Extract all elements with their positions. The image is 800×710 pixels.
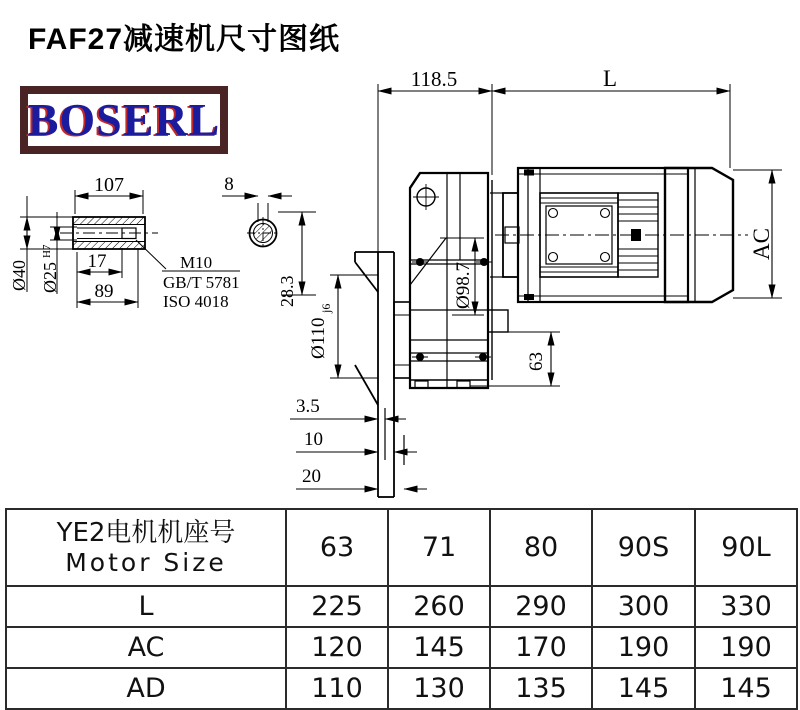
cell-AC-90l: 190 — [695, 627, 797, 668]
table-row-AC — [6, 627, 797, 668]
table-row-AD — [6, 668, 797, 709]
cell-L-63: 225 — [286, 586, 388, 627]
dim-dia110: Ø110 — [308, 317, 329, 359]
main-dimensions — [290, 170, 782, 489]
row-label-L: L — [6, 586, 286, 627]
dim-107: 107 — [94, 174, 124, 196]
row-label-AD: AD — [6, 668, 286, 709]
gearbox-housing — [394, 173, 508, 388]
dim-AC: AC — [749, 228, 774, 260]
cell-L-71: 260 — [388, 586, 490, 627]
header-col-63: 63 — [286, 509, 388, 586]
page-title: FAF27减速机尺寸图纸 — [28, 23, 341, 56]
dim-17: 17 — [87, 251, 107, 272]
motor — [495, 168, 748, 302]
thread-note-iso: ISO 4018 — [163, 292, 229, 311]
dim-28-3: 28.3 — [277, 275, 297, 307]
header-col-90l: 90L — [695, 509, 797, 586]
dim-dia98-7: Ø98.7 — [453, 262, 474, 309]
cell-AD-90l: 145 — [695, 668, 797, 709]
dim-10: 10 — [304, 429, 323, 450]
dim-118-5: 118.5 — [410, 67, 458, 91]
dim-dia40: Ø40 — [9, 260, 29, 291]
dim-89: 89 — [94, 281, 114, 302]
cell-AC-71: 145 — [388, 627, 490, 668]
cell-L-90s: 300 — [592, 586, 695, 627]
dim-dia25: Ø25 — [40, 262, 60, 293]
table-header-row — [6, 509, 797, 586]
row-label-AC: AC — [6, 627, 286, 668]
header-col-80: 80 — [490, 509, 592, 586]
dim-20: 20 — [302, 466, 321, 487]
header-motor-size-cn: YE2电机机座号 — [56, 517, 236, 548]
cell-L-80: 290 — [490, 586, 592, 627]
cell-AC-90s: 190 — [592, 627, 695, 668]
dim-L: L — [602, 66, 618, 91]
table-row-L — [6, 586, 797, 627]
cell-AC-63: 120 — [286, 627, 388, 668]
header-col-71: 71 — [388, 509, 490, 586]
flange-bracket — [355, 252, 404, 497]
header-motor-size — [6, 509, 286, 586]
dim-dia110-tolerance: j6 — [319, 303, 333, 313]
dim-8: 8 — [224, 174, 234, 195]
header-motor-size-en: Motor Size — [65, 548, 227, 578]
dim-63: 63 — [526, 352, 547, 371]
dim-3-5: 3.5 — [296, 396, 320, 417]
boserl-logo-text: BOSERL — [27, 94, 221, 145]
thread-note-m10: M10 — [180, 253, 213, 272]
cell-AC-80: 170 — [490, 627, 592, 668]
cell-AD-71: 130 — [388, 668, 490, 709]
dimension-labels — [9, 66, 774, 487]
cell-AD-90s: 145 — [592, 668, 695, 709]
motor-size-table — [5, 508, 798, 710]
header-col-90s: 90S — [592, 509, 695, 586]
cell-AD-80: 135 — [490, 668, 592, 709]
cell-L-90l: 330 — [695, 586, 797, 627]
thread-note-gbt: GB/T 5781 — [163, 273, 240, 292]
cell-AD-63: 110 — [286, 668, 388, 709]
dim-dia25-tolerance: H7 — [41, 244, 53, 258]
